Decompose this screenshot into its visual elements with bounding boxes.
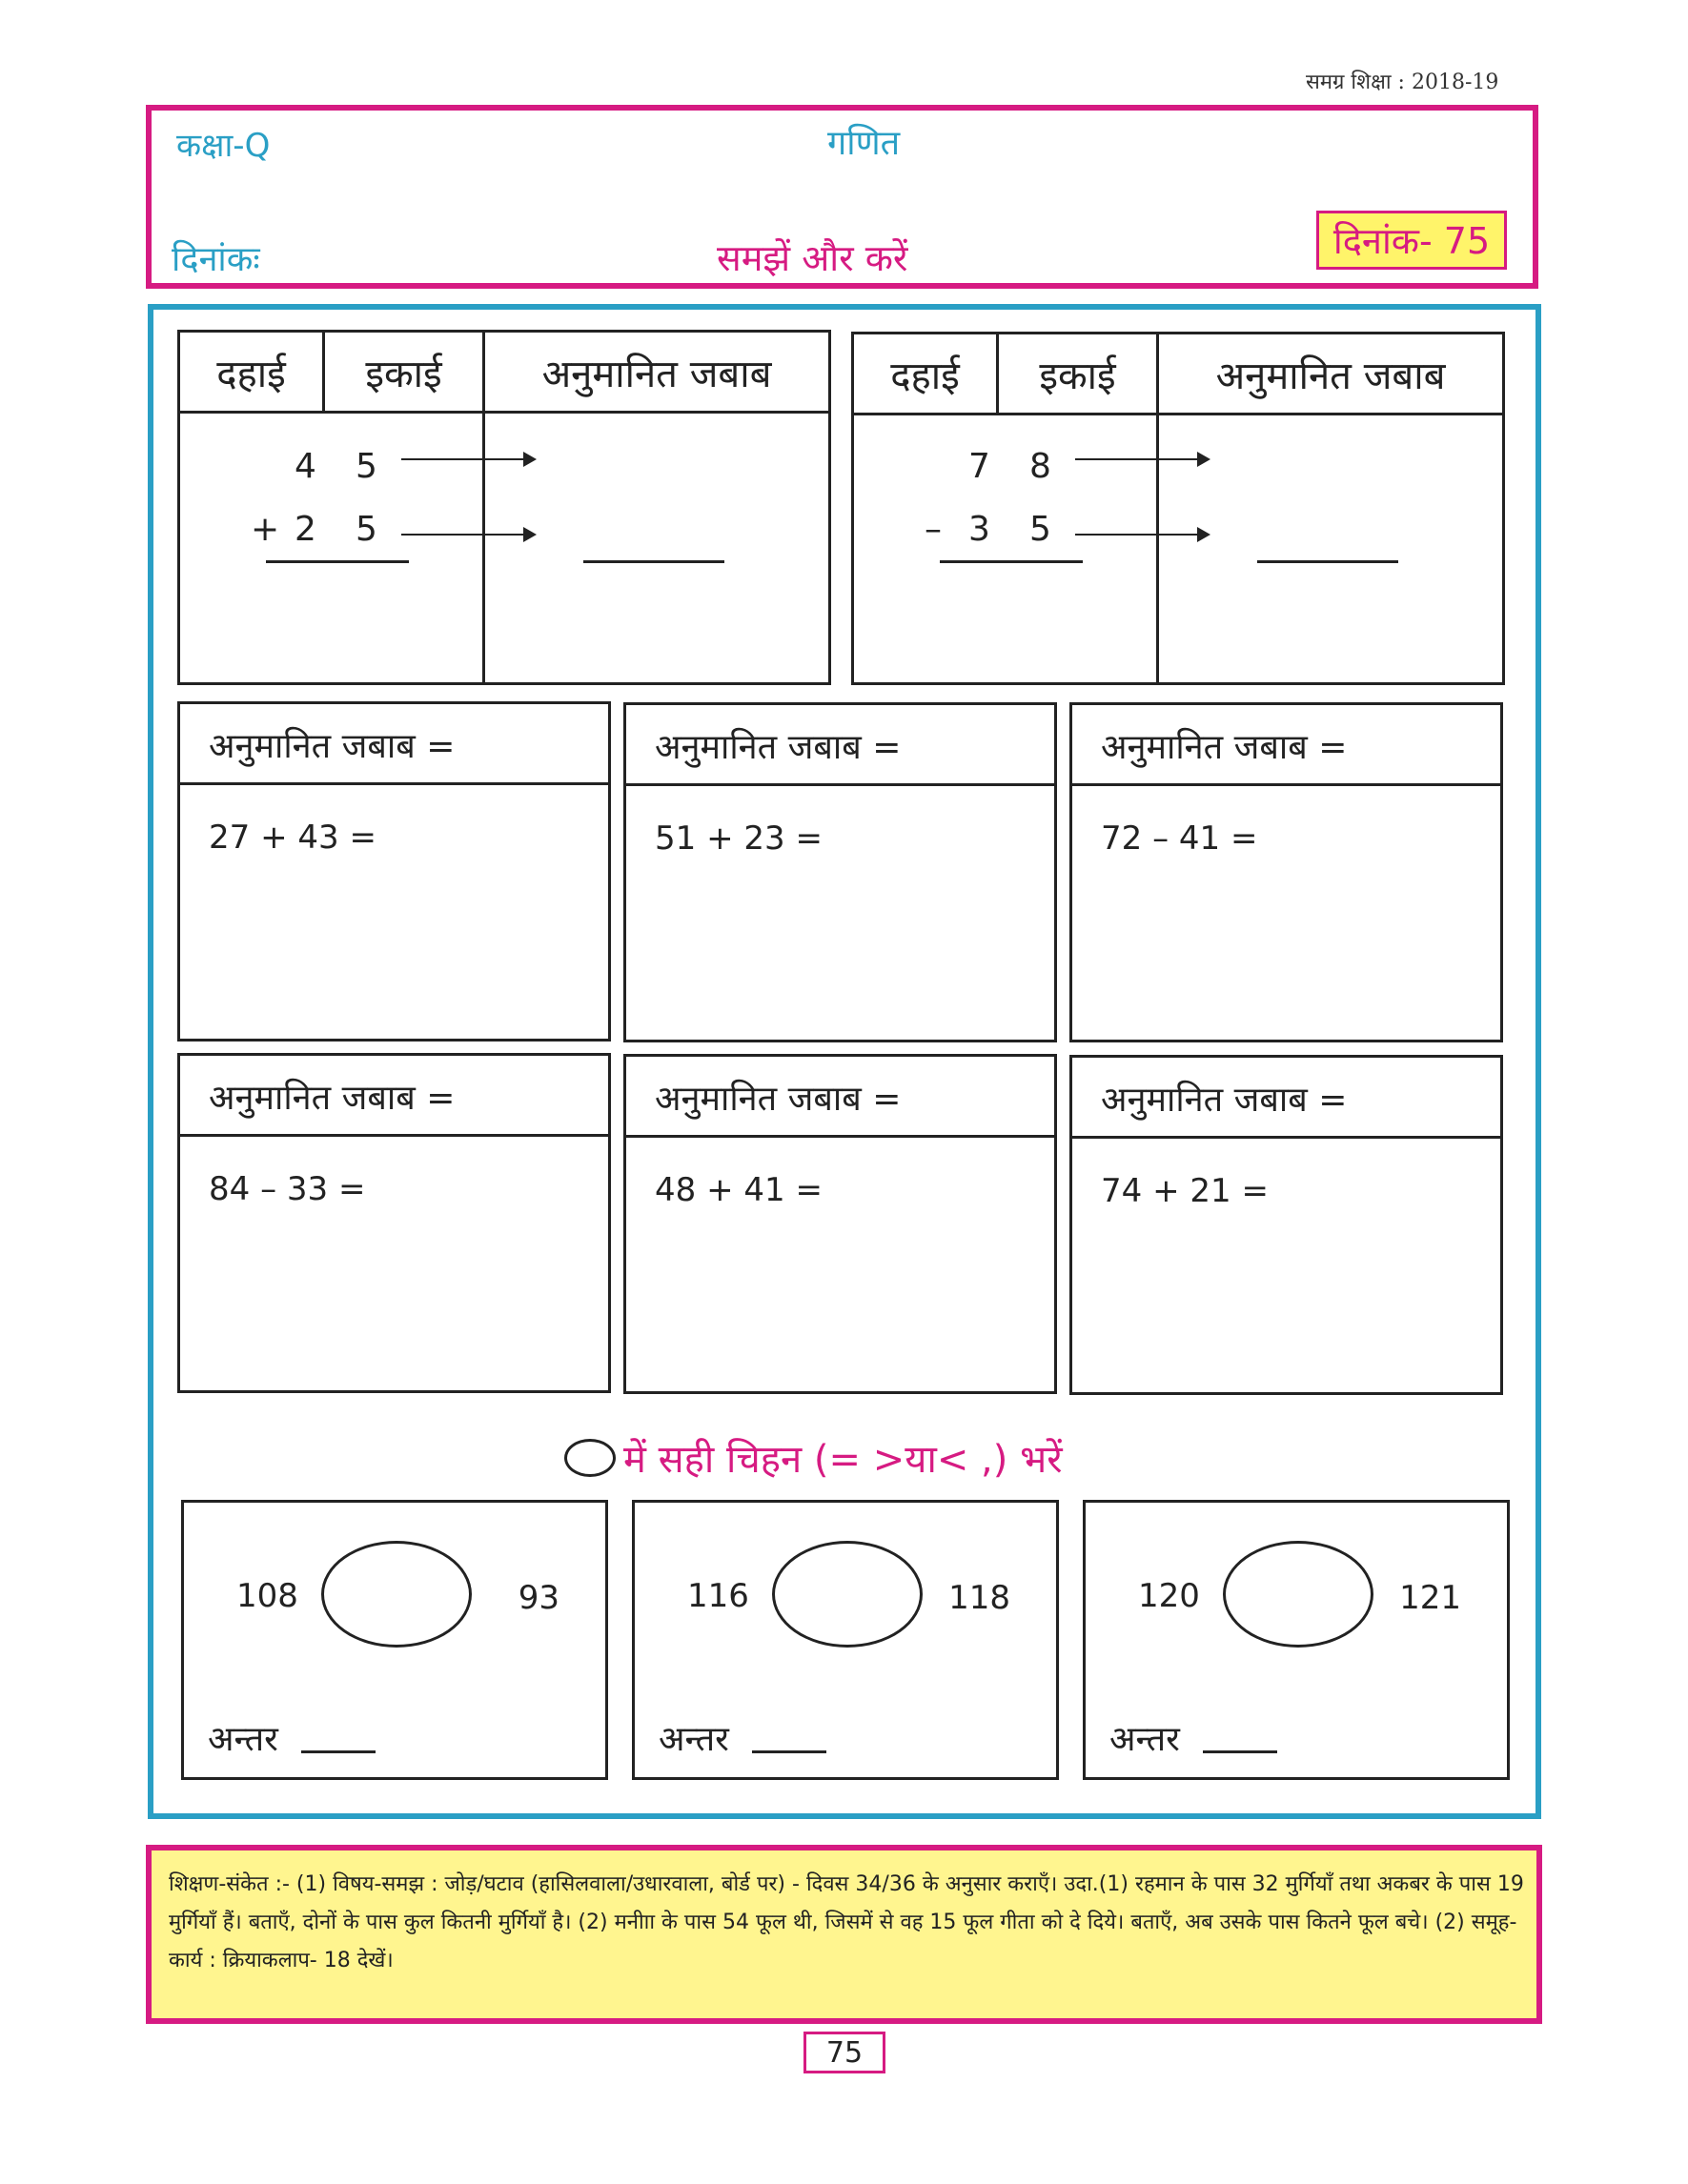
header-divider [180, 411, 828, 414]
estimate-label: अनुमानित जबाब = [209, 727, 456, 766]
difference-label: अन्तर [208, 1720, 278, 1759]
difference-blank[interactable] [301, 1750, 376, 1753]
difference-label: अन्तर [659, 1720, 729, 1759]
date-label: दिनांकः [172, 240, 260, 279]
sign-oval[interactable] [1223, 1541, 1373, 1648]
problem-expression: 48 + 41 = [655, 1171, 823, 1209]
estimate-box [623, 1054, 1057, 1394]
place-value-table [851, 332, 1505, 685]
class-label: कक्षा-Q [176, 127, 271, 165]
sign-oval[interactable] [772, 1541, 923, 1648]
col-ones-header: इकाई [325, 333, 485, 411]
day-badge: दिनांक- 75 [1316, 211, 1507, 270]
col-tens-header: दहाई [180, 333, 325, 411]
estimate-box [1069, 702, 1503, 1042]
column-divider [1156, 413, 1159, 682]
compare-instruction [564, 1431, 1063, 1484]
problem-expression: 27 + 43 = [209, 819, 376, 857]
problem-expression: 74 + 21 = [1101, 1172, 1269, 1210]
comparison-box [181, 1500, 608, 1780]
estimate-label: अनुमानित जबाब = [209, 1079, 456, 1118]
compare-instruction-text: में सही चिहन (= >या< ,) भरें [623, 1438, 1063, 1482]
difference-label: अन्तर [1109, 1720, 1180, 1759]
estimate-label: अनुमानित जबाब = [1101, 1081, 1348, 1120]
row2-operator: – [925, 510, 942, 549]
compare-number-left: 116 [687, 1577, 749, 1615]
arrow-icon [401, 458, 535, 460]
estimate-box [1069, 1055, 1503, 1395]
place-value-table [177, 330, 831, 685]
answer-blank [583, 560, 724, 563]
row1-tens: 7 [968, 447, 990, 486]
circle-icon [564, 1439, 616, 1477]
arrow-icon [1075, 534, 1209, 536]
header-divider [854, 413, 1502, 415]
column-divider [482, 411, 485, 682]
col-estimate-header: अनुमानित जबाब [541, 352, 772, 396]
problem-expression: 84 – 33 = [209, 1170, 366, 1208]
estimate-label: अनुमानित जबाब = [1101, 728, 1348, 767]
teaching-note [146, 1845, 1542, 2024]
problem-expression: 72 – 41 = [1101, 819, 1258, 858]
row2-tens: 3 [968, 510, 990, 549]
col-ones-header: इकाई [999, 334, 1159, 413]
estimate-box [177, 701, 611, 1041]
compare-number-right: 118 [948, 1579, 1010, 1617]
difference-blank[interactable] [1203, 1750, 1277, 1753]
col-estimate-header: अनुमानित जबाब [1215, 354, 1446, 398]
page-number: 75 [803, 2032, 885, 2073]
compare-number-right: 121 [1399, 1579, 1461, 1617]
difference-blank[interactable] [752, 1750, 826, 1753]
teaching-note-text: शिक्षण-संकेत :- (1) विषय-समझ : जोड़/घटाव (हासिलवाला/उधारवाला, बोर्ड पर) - दिवस 34/36 के अनुसार कराएँ। उदा.(1) रहमान के पास 32 मुर्गियाँ तथा अकबर के पास 19 मुर्गियाँ हैं। बताएँ, दोनों के पास कुल कितनी मुर्गियाँ है। (2) मनीाा के पास 54 फूल थी, जिसमें से वह 15 फूल गीता को दे दिये। बताएँ, अब उसके पास कितने फूल बचे। (2) समूह-कार्य : क्रियाकलाप- 18 देखें। [169, 1872, 1524, 1972]
row1-ones: 8 [1029, 447, 1051, 486]
row2-operator: + [251, 510, 280, 549]
estimate-label: अनुमानित जबाब = [655, 728, 902, 767]
row2-tens: 2 [295, 510, 316, 549]
sum-line [266, 560, 409, 563]
comparison-box [632, 1500, 1059, 1780]
sign-oval[interactable] [321, 1541, 472, 1648]
row1-ones: 5 [356, 447, 377, 486]
row1-tens: 4 [295, 447, 316, 486]
compare-number-left: 108 [236, 1577, 298, 1615]
compare-number-left: 120 [1138, 1577, 1200, 1615]
compare-number-right: 93 [518, 1579, 559, 1617]
arrow-icon [401, 534, 535, 536]
estimate-box [623, 702, 1057, 1042]
answer-blank [1257, 560, 1398, 563]
estimate-label: अनुमानित जबाब = [655, 1080, 902, 1119]
row2-ones: 5 [356, 510, 377, 549]
topic-title: समझें और करें [717, 237, 908, 279]
header-program-year: समग्र शिक्षा : 2018-19 [1306, 71, 1499, 94]
estimate-box [177, 1053, 611, 1393]
row2-ones: 5 [1029, 510, 1051, 549]
problem-expression: 51 + 23 = [655, 819, 823, 858]
col-tens-header: दहाई [854, 334, 999, 413]
arrow-icon [1075, 458, 1209, 460]
comparison-box [1083, 1500, 1510, 1780]
subject-title: गणित [827, 124, 901, 163]
difference-line [940, 560, 1083, 563]
